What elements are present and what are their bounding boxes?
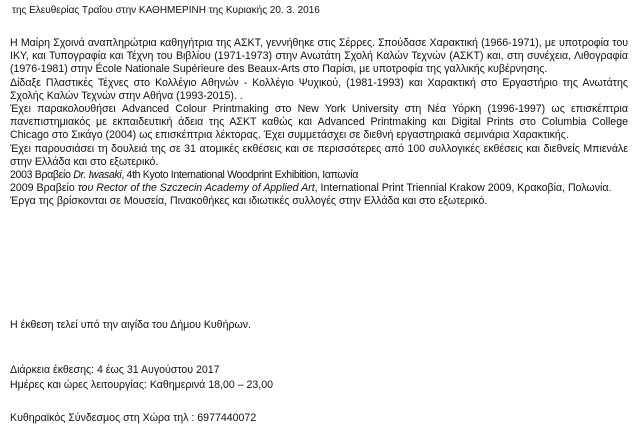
auspices-note: Η έκθεση τελεί υπό την αιγίδα του Δήμου Κυθήρων. [10, 319, 252, 331]
bio-training-paragraph: Έχει παρακολουθήσει Advanced Colour Printmaking στο New York University στη Νέα Υόρκη (1996-1997) ως επισκέπτρια πανεπιστημιακός με εκπαιδευτική άδεια της ΑΣΚΤ καθώς και Advanced Printmaking και Digital Prints στο Columbia College Chicago στο Σικάγο (2004) ως επισκέπτρια λέκτορας. Έχει συμμετάσχει σε διεθνή εργαστηριακά σεμινάρια Χαρακτικής. [10, 103, 628, 142]
artist-biography [10, 37, 628, 209]
award-2003-prefix: 2003 Βραβείο [10, 169, 74, 182]
bio-studies-paragraph: Η Μαίρη Σχοινά αναπληρώτρια καθηγήτρια της ΑΣΚΤ, γεννήθηκε στις Σέρρες. Σπούδασε Χαρακτική (1966-1971), με υποτροφία του ΙΚΥ, και Τυπογραφία και Τέχνη του Βιβλίου (1971-1973) στην Ανωτάτη Σχολή Καλών Τεχνών (ΑΣΚΤ) και, στη συνέχεια, Λιθογραφία (1976-1981) στην École Nationale Supérieure des Beaux-Arts στο Παρίσι, με υποτροφία της γαλλικής κυβέρνησης. [10, 37, 628, 76]
award-2009-suffix: , International Print Triennial Krakow 2009, Κρακοβία, Πολωνία. [314, 182, 612, 195]
award-2009-prefix: 2009 Βραβείο [10, 182, 78, 195]
exhibition-duration: Διάρκεια έκθεσης: 4 έως 31 Αυγούστου 2017 [10, 364, 220, 376]
award-2003 [10, 169, 628, 182]
award-2003-suffix: , 4th Kyoto International Woodprint Exhibition, Ιαπωνία [121, 169, 359, 182]
award-2003-name: Dr. Iwasaki [73, 169, 122, 182]
source-citation: της Ελευθερίας Τραΐου στην ΚΑΘΗΜΕΡΙΝΗ της Κυριακής 20. 3. 2016 [12, 5, 320, 16]
bio-exhibitions-paragraph: Έχει παρουσιάσει τη δουλειά της σε 31 ατομικές εκθέσεις και σε περισσότερες από 100 συλλογικές εκθέσεις και διεθνείς Μπιενάλε στην Ελλάδα και στο εξωτερικό. [10, 142, 628, 168]
bio-collections-paragraph: Έργα της βρίσκονται σε Μουσεία, Πινακοθήκες και ιδιωτικές συλλογές στην Ελλάδα και στο εξωτερικό. [10, 195, 488, 208]
award-2009 [10, 182, 628, 195]
award-2009-name: του Rector of the Szczecin Academy of Applied Art [77, 182, 315, 195]
bio-teaching-paragraph: Δίδαξε Πλαστικές Τέχνες στο Κολλέγιο Αθηνών - Κολλέγιο Ψυχικού, (1981-1993) και Χαρακτική στο Εργαστήριο της Ανωτάτης Σχολής Καλών Τεχνών στην Αθήνα (1993-2015). . [10, 76, 628, 102]
contact-phone: Κυθηραϊκός Σύνδεσμος στη Χώρα τηλ : 6977440072 [10, 412, 257, 424]
exhibition-hours: Ημέρες και ώρες λειτουργίας: Καθημερινά 18,00 – 23,00 [10, 379, 274, 391]
